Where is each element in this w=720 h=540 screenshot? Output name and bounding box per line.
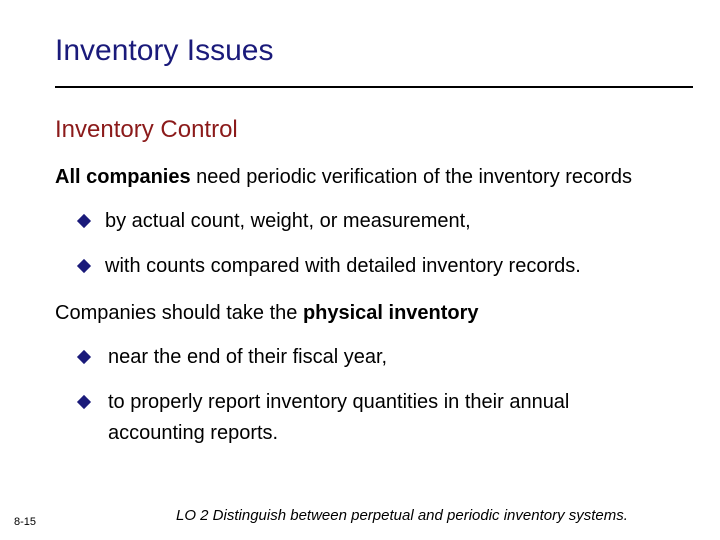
paragraph-physical-inventory xyxy=(55,302,479,325)
bullet-text: to properly report inventory quantities in their annual accounting reports. xyxy=(108,391,570,444)
slide-title: Inventory Issues xyxy=(55,34,274,67)
paragraph-verification-bold: All companies xyxy=(55,166,191,188)
bullet-text: with counts compared with detailed inventory records. xyxy=(105,255,581,277)
bullet-text: near the end of their fiscal year, xyxy=(108,346,388,368)
diamond-bullet-icon xyxy=(77,350,91,364)
slide-number: 8-15 xyxy=(14,516,37,528)
title-divider xyxy=(55,86,693,88)
section-heading: Inventory Control xyxy=(55,116,238,143)
diamond-bullet-icon xyxy=(77,259,91,273)
paragraph-physical-inventory-bold: physical inventory xyxy=(302,302,479,324)
paragraph-verification xyxy=(55,166,632,189)
bullet-text: by actual count, weight, or measurement, xyxy=(105,210,471,232)
paragraph-physical-inventory-text: Companies should take the xyxy=(55,302,303,324)
diamond-bullet-icon xyxy=(77,214,91,228)
learning-objective: LO 2 Distinguish between perpetual and periodic inventory systems. xyxy=(176,507,628,524)
paragraph-verification-text: need periodic verification of the inventory records xyxy=(190,166,632,188)
diamond-bullet-icon xyxy=(77,395,91,409)
